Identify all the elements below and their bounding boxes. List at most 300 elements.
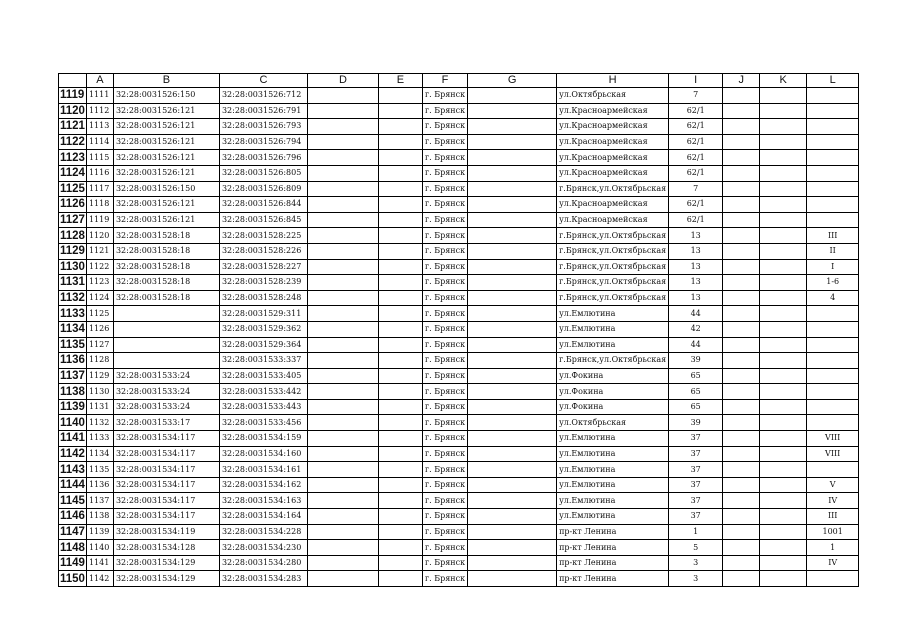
cell-e[interactable] [378, 165, 422, 181]
cell-k[interactable] [760, 103, 807, 119]
cell-c[interactable]: 32:28:0031534:280 [219, 555, 307, 571]
cell-k[interactable] [760, 493, 807, 509]
cell-f[interactable]: г. Брянск [422, 212, 467, 228]
cell-i[interactable]: 62/1 [669, 134, 723, 150]
cell-k[interactable] [760, 353, 807, 369]
cell-d[interactable] [307, 555, 378, 571]
cell-e[interactable] [378, 446, 422, 462]
cell-e[interactable] [378, 321, 422, 337]
cell-e[interactable] [378, 197, 422, 213]
row-header[interactable]: 1139 [60, 401, 85, 414]
cell-e[interactable] [378, 431, 422, 447]
cell-e[interactable] [378, 119, 422, 135]
cell-g[interactable] [468, 243, 557, 259]
cell-h[interactable]: г.Брянск,ул.Октябрьская [557, 228, 669, 244]
cell-f[interactable]: г. Брянск [422, 243, 467, 259]
cell-i[interactable]: 37 [669, 477, 723, 493]
cell-h[interactable]: ул.Октябрьская [557, 88, 669, 104]
cell-b[interactable]: 32:28:0031528:18 [113, 275, 219, 291]
cell-d[interactable] [307, 571, 378, 587]
column-header-g[interactable]: G [468, 74, 557, 88]
cell-b[interactable]: 32:28:0031533:17 [113, 415, 219, 431]
cell-e[interactable] [378, 134, 422, 150]
cell-a[interactable]: 1137 [86, 493, 113, 509]
row-header[interactable]: 1120 [60, 104, 85, 117]
cell-a[interactable]: 1122 [86, 259, 113, 275]
cell-f[interactable]: г. Брянск [422, 103, 467, 119]
cell-h[interactable]: ул.Красноармейская [557, 103, 669, 119]
cell-d[interactable] [307, 119, 378, 135]
cell-j[interactable] [723, 243, 760, 259]
cell-d[interactable] [307, 399, 378, 415]
cell-k[interactable] [760, 212, 807, 228]
column-header-k[interactable]: K [760, 74, 807, 88]
cell-g[interactable] [468, 337, 557, 353]
cell-k[interactable] [760, 524, 807, 540]
cell-e[interactable] [378, 477, 422, 493]
cell-a[interactable]: 1124 [86, 290, 113, 306]
cell-h[interactable]: г.Брянск,ул.Октябрьская [557, 290, 669, 306]
cell-l[interactable] [807, 134, 859, 150]
cell-d[interactable] [307, 275, 378, 291]
cell-g[interactable] [468, 415, 557, 431]
cell-d[interactable] [307, 197, 378, 213]
cell-h[interactable]: г.Брянск,ул.Октябрьская [557, 259, 669, 275]
cell-l[interactable] [807, 321, 859, 337]
cell-e[interactable] [378, 462, 422, 478]
cell-l[interactable]: 1 [807, 540, 859, 556]
cell-d[interactable] [307, 259, 378, 275]
cell-a[interactable]: 1126 [86, 321, 113, 337]
cell-f[interactable]: г. Брянск [422, 290, 467, 306]
cell-k[interactable] [760, 88, 807, 104]
cell-a[interactable]: 1135 [86, 462, 113, 478]
cell-a[interactable]: 1112 [86, 103, 113, 119]
column-header-c[interactable]: C [219, 74, 307, 88]
cell-i[interactable]: 1 [669, 524, 723, 540]
cell-a[interactable]: 1133 [86, 431, 113, 447]
cell-l[interactable]: IV [807, 555, 859, 571]
cell-b[interactable]: 32:28:0031533:24 [113, 384, 219, 400]
cell-d[interactable] [307, 181, 378, 197]
cell-c[interactable]: 32:28:0031526:805 [219, 165, 307, 181]
cell-h[interactable]: ул.Емлютина [557, 462, 669, 478]
cell-k[interactable] [760, 165, 807, 181]
cell-b[interactable]: 32:28:0031526:121 [113, 197, 219, 213]
row-header[interactable]: 1122 [60, 136, 85, 149]
cell-k[interactable] [760, 321, 807, 337]
cell-e[interactable] [378, 399, 422, 415]
cell-i[interactable]: 13 [669, 259, 723, 275]
cell-g[interactable] [468, 134, 557, 150]
cell-e[interactable] [378, 103, 422, 119]
cell-g[interactable] [468, 275, 557, 291]
cell-d[interactable] [307, 228, 378, 244]
row-header[interactable]: 1121 [60, 120, 85, 133]
row-header[interactable]: 1136 [60, 354, 85, 367]
cell-d[interactable] [307, 353, 378, 369]
cell-l[interactable] [807, 384, 859, 400]
cell-l[interactable] [807, 88, 859, 104]
cell-d[interactable] [307, 321, 378, 337]
cell-f[interactable]: г. Брянск [422, 337, 467, 353]
cell-d[interactable] [307, 243, 378, 259]
cell-f[interactable]: г. Брянск [422, 415, 467, 431]
cell-i[interactable]: 13 [669, 275, 723, 291]
cell-h[interactable]: пр-кт Ленина [557, 524, 669, 540]
cell-i[interactable]: 37 [669, 446, 723, 462]
cell-e[interactable] [378, 212, 422, 228]
row-header[interactable]: 1143 [60, 463, 85, 476]
row-header[interactable]: 1127 [60, 214, 85, 227]
cell-j[interactable] [723, 119, 760, 135]
cell-h[interactable]: ул.Фокина [557, 384, 669, 400]
cell-d[interactable] [307, 134, 378, 150]
cell-j[interactable] [723, 493, 760, 509]
cell-b[interactable]: 32:28:0031534:117 [113, 509, 219, 525]
cell-e[interactable] [378, 524, 422, 540]
cell-e[interactable] [378, 259, 422, 275]
cell-l[interactable] [807, 571, 859, 587]
cell-c[interactable]: 32:28:0031533:405 [219, 368, 307, 384]
row-header[interactable]: 1149 [60, 557, 85, 570]
cell-i[interactable]: 39 [669, 353, 723, 369]
cell-d[interactable] [307, 150, 378, 166]
cell-j[interactable] [723, 509, 760, 525]
column-header-h[interactable]: H [557, 74, 669, 88]
cell-e[interactable] [378, 181, 422, 197]
cell-b[interactable]: 32:28:0031534:117 [113, 462, 219, 478]
row-header[interactable]: 1130 [60, 260, 85, 273]
cell-i[interactable]: 62/1 [669, 197, 723, 213]
cell-k[interactable] [760, 571, 807, 587]
cell-c[interactable]: 32:28:0031534:283 [219, 571, 307, 587]
cell-a[interactable]: 1121 [86, 243, 113, 259]
cell-i[interactable]: 65 [669, 384, 723, 400]
cell-f[interactable]: г. Брянск [422, 431, 467, 447]
cell-a[interactable]: 1141 [86, 555, 113, 571]
cell-k[interactable] [760, 150, 807, 166]
row-header[interactable]: 1124 [60, 167, 85, 180]
cell-k[interactable] [760, 399, 807, 415]
cell-c[interactable]: 32:28:0031526:793 [219, 119, 307, 135]
cell-f[interactable]: г. Брянск [422, 399, 467, 415]
cell-c[interactable]: 32:28:0031528:248 [219, 290, 307, 306]
row-header[interactable]: 1137 [60, 369, 85, 382]
cell-j[interactable] [723, 384, 760, 400]
cell-g[interactable] [468, 103, 557, 119]
cell-b[interactable]: 32:28:0031528:18 [113, 243, 219, 259]
cell-b[interactable]: 32:28:0031533:24 [113, 368, 219, 384]
cell-j[interactable] [723, 290, 760, 306]
cell-c[interactable]: 32:28:0031526:712 [219, 88, 307, 104]
cell-l[interactable] [807, 103, 859, 119]
column-header-f[interactable]: F [422, 74, 467, 88]
cell-b[interactable] [113, 306, 219, 322]
cell-e[interactable] [378, 228, 422, 244]
cell-f[interactable]: г. Брянск [422, 228, 467, 244]
cell-g[interactable] [468, 119, 557, 135]
cell-e[interactable] [378, 555, 422, 571]
cell-f[interactable]: г. Брянск [422, 197, 467, 213]
column-header-e[interactable]: E [378, 74, 422, 88]
cell-j[interactable] [723, 524, 760, 540]
cell-c[interactable]: 32:28:0031528:239 [219, 275, 307, 291]
cell-a[interactable]: 1127 [86, 337, 113, 353]
cell-a[interactable]: 1131 [86, 399, 113, 415]
cell-i[interactable]: 65 [669, 399, 723, 415]
cell-j[interactable] [723, 103, 760, 119]
cell-h[interactable]: ул.Красноармейская [557, 165, 669, 181]
cell-h[interactable]: пр-кт Ленина [557, 540, 669, 556]
cell-l[interactable]: 1-6 [807, 275, 859, 291]
cell-k[interactable] [760, 228, 807, 244]
row-header[interactable]: 1125 [60, 182, 85, 195]
row-header[interactable]: 1119 [59, 88, 87, 104]
cell-b[interactable]: 32:28:0031528:18 [113, 290, 219, 306]
cell-h[interactable]: г.Брянск,ул.Октябрьская [557, 275, 669, 291]
cell-l[interactable] [807, 337, 859, 353]
cell-l[interactable]: V [807, 477, 859, 493]
column-header-d[interactable]: D [307, 74, 378, 88]
cell-d[interactable] [307, 306, 378, 322]
cell-g[interactable] [468, 431, 557, 447]
cell-l[interactable] [807, 415, 859, 431]
cell-h[interactable]: ул.Емлютина [557, 306, 669, 322]
cell-c[interactable]: 32:28:0031526:809 [219, 181, 307, 197]
cell-k[interactable] [760, 181, 807, 197]
column-header-j[interactable]: J [723, 74, 760, 88]
cell-f[interactable]: г. Брянск [422, 275, 467, 291]
cell-h[interactable]: г.Брянск,ул.Октябрьская [557, 181, 669, 197]
cell-e[interactable] [378, 275, 422, 291]
cell-b[interactable]: 32:28:0031534:117 [113, 431, 219, 447]
cell-e[interactable] [378, 150, 422, 166]
cell-i[interactable]: 13 [669, 290, 723, 306]
cell-a[interactable]: 1116 [86, 165, 113, 181]
cell-b[interactable] [113, 321, 219, 337]
cell-b[interactable]: 32:28:0031528:18 [113, 228, 219, 244]
cell-e[interactable] [378, 368, 422, 384]
cell-d[interactable] [307, 415, 378, 431]
cell-h[interactable]: ул.Емлютина [557, 431, 669, 447]
cell-f[interactable]: г. Брянск [422, 509, 467, 525]
cell-l[interactable]: IV [807, 493, 859, 509]
cell-l[interactable]: 1001 [807, 524, 859, 540]
cell-l[interactable] [807, 368, 859, 384]
cell-f[interactable]: г. Брянск [422, 493, 467, 509]
cell-f[interactable]: г. Брянск [422, 477, 467, 493]
cell-g[interactable] [468, 399, 557, 415]
cell-k[interactable] [760, 243, 807, 259]
cell-f[interactable]: г. Брянск [422, 524, 467, 540]
cell-b[interactable]: 32:28:0031528:18 [113, 259, 219, 275]
cell-d[interactable] [307, 462, 378, 478]
cell-a[interactable]: 1139 [86, 524, 113, 540]
cell-b[interactable]: 32:28:0031534:117 [113, 493, 219, 509]
cell-l[interactable] [807, 119, 859, 135]
cell-c[interactable]: 32:28:0031528:227 [219, 259, 307, 275]
cell-d[interactable] [307, 493, 378, 509]
cell-c[interactable]: 32:28:0031529:362 [219, 321, 307, 337]
cell-d[interactable] [307, 524, 378, 540]
cell-g[interactable] [468, 150, 557, 166]
cell-k[interactable] [760, 290, 807, 306]
cell-g[interactable] [468, 212, 557, 228]
cell-h[interactable]: ул.Емлютина [557, 337, 669, 353]
row-header[interactable]: 1140 [60, 416, 85, 429]
cell-l[interactable] [807, 165, 859, 181]
cell-l[interactable]: III [807, 228, 859, 244]
cell-e[interactable] [378, 571, 422, 587]
cell-c[interactable]: 32:28:0031528:225 [219, 228, 307, 244]
column-header-l[interactable]: L [807, 74, 859, 88]
cell-a[interactable]: 1123 [86, 275, 113, 291]
cell-h[interactable]: пр-кт Ленина [557, 555, 669, 571]
cell-a[interactable]: 1142 [86, 571, 113, 587]
cell-c[interactable]: 32:28:0031528:226 [219, 243, 307, 259]
cell-h[interactable]: ул.Красноармейская [557, 134, 669, 150]
row-header[interactable]: 1123 [60, 151, 85, 164]
cell-j[interactable] [723, 306, 760, 322]
cell-j[interactable] [723, 431, 760, 447]
row-header[interactable]: 1138 [60, 385, 85, 398]
cell-a[interactable]: 1111 [86, 88, 113, 104]
cell-j[interactable] [723, 555, 760, 571]
cell-g[interactable] [468, 181, 557, 197]
cell-l[interactable] [807, 353, 859, 369]
cell-j[interactable] [723, 399, 760, 415]
cell-b[interactable]: 32:28:0031526:121 [113, 134, 219, 150]
cell-f[interactable]: г. Брянск [422, 384, 467, 400]
cell-l[interactable]: III [807, 509, 859, 525]
row-header[interactable]: 1142 [60, 447, 85, 460]
cell-f[interactable]: г. Брянск [422, 181, 467, 197]
cell-i[interactable]: 37 [669, 493, 723, 509]
cell-i[interactable]: 13 [669, 228, 723, 244]
cell-g[interactable] [468, 290, 557, 306]
cell-j[interactable] [723, 368, 760, 384]
column-header-b[interactable]: B [113, 74, 219, 88]
cell-l[interactable] [807, 197, 859, 213]
cell-a[interactable]: 1125 [86, 306, 113, 322]
cell-l[interactable]: VIII [807, 446, 859, 462]
cell-b[interactable]: 32:28:0031526:121 [113, 212, 219, 228]
cell-j[interactable] [723, 88, 760, 104]
cell-f[interactable]: г. Брянск [422, 259, 467, 275]
cell-h[interactable]: ул.Емлютина [557, 477, 669, 493]
cell-k[interactable] [760, 509, 807, 525]
cell-b[interactable] [113, 337, 219, 353]
cell-g[interactable] [468, 555, 557, 571]
cell-h[interactable]: ул.Емлютина [557, 493, 669, 509]
cell-i[interactable]: 62/1 [669, 150, 723, 166]
cell-j[interactable] [723, 197, 760, 213]
column-header-i[interactable]: I [669, 74, 723, 88]
cell-d[interactable] [307, 88, 378, 104]
cell-k[interactable] [760, 368, 807, 384]
cell-j[interactable] [723, 150, 760, 166]
cell-c[interactable]: 32:28:0031533:443 [219, 399, 307, 415]
cell-k[interactable] [760, 540, 807, 556]
cell-h[interactable]: ул.Красноармейская [557, 197, 669, 213]
cell-k[interactable] [760, 384, 807, 400]
cell-b[interactable]: 32:28:0031534:117 [113, 446, 219, 462]
select-all-corner[interactable] [59, 74, 87, 88]
row-header[interactable]: 1147 [60, 525, 85, 538]
cell-g[interactable] [468, 306, 557, 322]
cell-b[interactable]: 32:28:0031526:121 [113, 150, 219, 166]
cell-d[interactable] [307, 509, 378, 525]
cell-f[interactable]: г. Брянск [422, 462, 467, 478]
cell-i[interactable]: 5 [669, 540, 723, 556]
cell-l[interactable]: VIII [807, 431, 859, 447]
cell-a[interactable]: 1113 [86, 119, 113, 135]
cell-j[interactable] [723, 337, 760, 353]
cell-i[interactable]: 3 [669, 555, 723, 571]
cell-c[interactable]: 32:28:0031534:160 [219, 446, 307, 462]
cell-g[interactable] [468, 540, 557, 556]
cell-b[interactable]: 32:28:0031534:129 [113, 571, 219, 587]
cell-a[interactable]: 1118 [86, 197, 113, 213]
cell-c[interactable]: 32:28:0031526:845 [219, 212, 307, 228]
cell-a[interactable]: 1117 [86, 181, 113, 197]
cell-c[interactable]: 32:28:0031526:794 [219, 134, 307, 150]
cell-k[interactable] [760, 337, 807, 353]
cell-a[interactable]: 1114 [86, 134, 113, 150]
cell-g[interactable] [468, 524, 557, 540]
cell-h[interactable]: г.Брянск,ул.Октябрьская [557, 243, 669, 259]
cell-i[interactable]: 44 [669, 306, 723, 322]
cell-d[interactable] [307, 212, 378, 228]
cell-c[interactable]: 32:28:0031526:796 [219, 150, 307, 166]
cell-l[interactable] [807, 399, 859, 415]
cell-c[interactable]: 32:28:0031526:791 [219, 103, 307, 119]
cell-c[interactable]: 32:28:0031533:337 [219, 353, 307, 369]
cell-c[interactable]: 32:28:0031526:844 [219, 197, 307, 213]
cell-d[interactable] [307, 540, 378, 556]
row-header[interactable]: 1145 [60, 494, 85, 507]
cell-c[interactable]: 32:28:0031529:311 [219, 306, 307, 322]
cell-f[interactable]: г. Брянск [422, 165, 467, 181]
cell-j[interactable] [723, 181, 760, 197]
cell-h[interactable]: ул.Октябрьская [557, 415, 669, 431]
cell-j[interactable] [723, 462, 760, 478]
cell-f[interactable]: г. Брянск [422, 446, 467, 462]
cell-i[interactable]: 62/1 [669, 165, 723, 181]
cell-b[interactable]: 32:28:0031526:150 [113, 88, 219, 104]
cell-b[interactable]: 32:28:0031526:121 [113, 103, 219, 119]
cell-j[interactable] [723, 212, 760, 228]
cell-a[interactable]: 1132 [86, 415, 113, 431]
cell-i[interactable]: 44 [669, 337, 723, 353]
cell-k[interactable] [760, 477, 807, 493]
cell-c[interactable]: 32:28:0031534:163 [219, 493, 307, 509]
row-header[interactable]: 1146 [60, 510, 85, 523]
cell-g[interactable] [468, 197, 557, 213]
cell-e[interactable] [378, 88, 422, 104]
cell-b[interactable] [113, 353, 219, 369]
cell-e[interactable] [378, 243, 422, 259]
cell-j[interactable] [723, 477, 760, 493]
cell-e[interactable] [378, 306, 422, 322]
cell-b[interactable]: 32:28:0031534:128 [113, 540, 219, 556]
cell-k[interactable] [760, 275, 807, 291]
cell-k[interactable] [760, 259, 807, 275]
cell-k[interactable] [760, 446, 807, 462]
cell-i[interactable]: 42 [669, 321, 723, 337]
cell-g[interactable] [468, 228, 557, 244]
